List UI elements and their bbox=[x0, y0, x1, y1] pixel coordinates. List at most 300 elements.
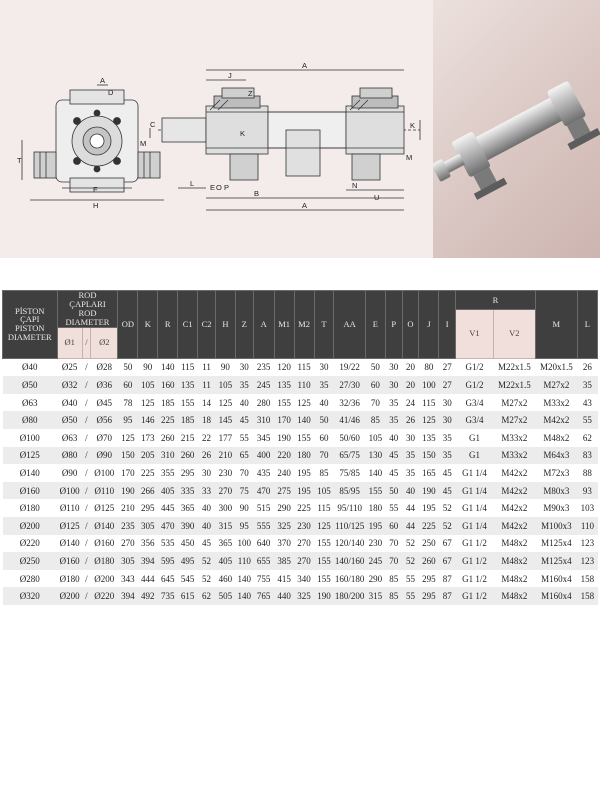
cell-v2: M27x2 bbox=[493, 411, 535, 429]
cell-rod-d2: Ø90 bbox=[91, 447, 118, 465]
cell-r: 735 bbox=[158, 587, 178, 605]
cell-p: 35 bbox=[385, 411, 402, 429]
cell-r: 225 bbox=[158, 411, 178, 429]
cell-m: M125x4 bbox=[535, 535, 577, 553]
cell-aa: 50/60 bbox=[334, 429, 365, 447]
cell-od: 95 bbox=[118, 411, 138, 429]
cell-a: 470 bbox=[253, 482, 274, 500]
cell-v1: G1 1/4 bbox=[456, 464, 494, 482]
cell-a: 310 bbox=[253, 411, 274, 429]
cell-od: 150 bbox=[118, 447, 138, 465]
side-label: N bbox=[352, 181, 358, 190]
cell-i: 87 bbox=[439, 587, 456, 605]
cell-v2: M42x2 bbox=[493, 499, 535, 517]
cell-c1: 185 bbox=[178, 411, 198, 429]
header-m: M bbox=[535, 291, 577, 359]
cell-m: M125x4 bbox=[535, 552, 577, 570]
cell-rod-d1: Ø110 bbox=[57, 499, 82, 517]
cell-e: 130 bbox=[365, 447, 385, 465]
cell-o: 20 bbox=[402, 358, 419, 376]
cell-v2: M33x2 bbox=[493, 447, 535, 465]
cell-a: 640 bbox=[253, 535, 274, 553]
cell-aa: 32/36 bbox=[334, 394, 365, 412]
cell-l: 110 bbox=[577, 517, 597, 535]
cell-od: 170 bbox=[118, 464, 138, 482]
cell-piston: Ø200 bbox=[3, 517, 58, 535]
cell-c1: 495 bbox=[178, 552, 198, 570]
cell-m2: 155 bbox=[294, 429, 314, 447]
cell-a: 515 bbox=[253, 499, 274, 517]
cell-j: 190 bbox=[419, 482, 439, 500]
cell-aa: 27/30 bbox=[334, 376, 365, 394]
cell-rod-d1: Ø160 bbox=[57, 552, 82, 570]
cell-h: 270 bbox=[215, 482, 235, 500]
spec-table-body bbox=[3, 358, 598, 605]
cell-i: 52 bbox=[439, 499, 456, 517]
cell-t: 105 bbox=[314, 482, 334, 500]
cell-v1: G3/4 bbox=[456, 411, 494, 429]
cell-k: 173 bbox=[138, 429, 158, 447]
cell-o: 55 bbox=[402, 570, 419, 588]
cell-e: 60 bbox=[365, 376, 385, 394]
cell-rod-d2: Ø125 bbox=[91, 499, 118, 517]
cell-rod-slash: / bbox=[82, 552, 90, 570]
cell-r: 160 bbox=[158, 376, 178, 394]
header-i: I bbox=[439, 291, 456, 359]
cell-piston: Ø80 bbox=[3, 411, 58, 429]
cell-m1: 290 bbox=[274, 499, 294, 517]
cell-l: 123 bbox=[577, 552, 597, 570]
cell-e: 140 bbox=[365, 464, 385, 482]
table-row bbox=[3, 429, 598, 447]
cell-l: 158 bbox=[577, 587, 597, 605]
side-label: P bbox=[224, 183, 230, 192]
cell-v2: M22x1.5 bbox=[493, 358, 535, 376]
cell-m2: 195 bbox=[294, 464, 314, 482]
cell-i: 45 bbox=[439, 482, 456, 500]
cell-k: 125 bbox=[138, 394, 158, 412]
cell-m2: 125 bbox=[294, 394, 314, 412]
header-p: P bbox=[385, 291, 402, 359]
front-label: T bbox=[17, 156, 22, 165]
cell-h: 125 bbox=[215, 394, 235, 412]
cell-v1: G3/4 bbox=[456, 394, 494, 412]
cell-rod-d2: Ø160 bbox=[91, 535, 118, 553]
cell-p: 85 bbox=[385, 587, 402, 605]
cell-c2: 26 bbox=[198, 447, 216, 465]
cell-e: 155 bbox=[365, 482, 385, 500]
cell-rod-slash: / bbox=[82, 376, 90, 394]
cell-m1: 370 bbox=[274, 535, 294, 553]
cell-j: 295 bbox=[419, 570, 439, 588]
cell-a: 655 bbox=[253, 552, 274, 570]
cell-od: 60 bbox=[118, 376, 138, 394]
cell-m: M72x3 bbox=[535, 464, 577, 482]
cell-p: 40 bbox=[385, 429, 402, 447]
side-label: Z bbox=[248, 89, 253, 98]
cell-k: 492 bbox=[138, 587, 158, 605]
cell-aa: 95/110 bbox=[334, 499, 365, 517]
cell-t: 30 bbox=[314, 358, 334, 376]
cell-t: 50 bbox=[314, 411, 334, 429]
header-l: L bbox=[577, 291, 597, 359]
cell-v1: G1 1/2 bbox=[456, 535, 494, 553]
cell-i: 87 bbox=[439, 570, 456, 588]
cell-j: 250 bbox=[419, 535, 439, 553]
cell-j: 165 bbox=[419, 464, 439, 482]
cell-l: 103 bbox=[577, 499, 597, 517]
cell-h: 315 bbox=[215, 517, 235, 535]
cell-v1: G1/2 bbox=[456, 376, 494, 394]
cell-m2: 270 bbox=[294, 535, 314, 553]
cell-h: 177 bbox=[215, 429, 235, 447]
cell-m2: 340 bbox=[294, 570, 314, 588]
cell-m1: 220 bbox=[274, 447, 294, 465]
cell-k: 266 bbox=[138, 482, 158, 500]
cell-o: 24 bbox=[402, 394, 419, 412]
cell-m: M160x4 bbox=[535, 587, 577, 605]
cell-r: 140 bbox=[158, 358, 178, 376]
cell-piston: Ø125 bbox=[3, 447, 58, 465]
header-a: A bbox=[253, 291, 274, 359]
cell-od: 270 bbox=[118, 535, 138, 553]
header-od: OD bbox=[118, 291, 138, 359]
cell-rod-d2: Ø100 bbox=[91, 464, 118, 482]
table-row bbox=[3, 464, 598, 482]
cell-c1: 135 bbox=[178, 376, 198, 394]
cell-rod-slash: / bbox=[82, 482, 90, 500]
cell-rod-slash: / bbox=[82, 535, 90, 553]
cell-m: M90x3 bbox=[535, 499, 577, 517]
cell-rod-d1: Ø125 bbox=[57, 517, 82, 535]
cell-a: 235 bbox=[253, 358, 274, 376]
cell-z: 100 bbox=[235, 535, 253, 553]
cell-od: 210 bbox=[118, 499, 138, 517]
side-label: B bbox=[254, 189, 260, 198]
cell-t: 155 bbox=[314, 552, 334, 570]
cell-p: 50 bbox=[385, 482, 402, 500]
cell-k: 305 bbox=[138, 517, 158, 535]
drawing-svg bbox=[0, 0, 433, 258]
cell-e: 105 bbox=[365, 429, 385, 447]
cell-piston: Ø40 bbox=[3, 358, 58, 376]
cell-m1: 325 bbox=[274, 517, 294, 535]
cell-aa: 85/95 bbox=[334, 482, 365, 500]
cell-i: 52 bbox=[439, 517, 456, 535]
cell-e: 290 bbox=[365, 570, 385, 588]
cell-p: 35 bbox=[385, 394, 402, 412]
header-m2: M2 bbox=[294, 291, 314, 359]
cell-r: 355 bbox=[158, 464, 178, 482]
cell-j: 115 bbox=[419, 394, 439, 412]
cell-l: 62 bbox=[577, 429, 597, 447]
side-label: A bbox=[302, 61, 308, 70]
cell-c1: 260 bbox=[178, 447, 198, 465]
header-j: J bbox=[419, 291, 439, 359]
side-label: A bbox=[302, 201, 308, 210]
cell-m1: 155 bbox=[274, 394, 294, 412]
cell-v2: M33x2 bbox=[493, 429, 535, 447]
cell-rod-d1: Ø180 bbox=[57, 570, 82, 588]
cell-j: 100 bbox=[419, 376, 439, 394]
cell-aa: 65/75 bbox=[334, 447, 365, 465]
cell-h: 460 bbox=[215, 570, 235, 588]
table-row bbox=[3, 570, 598, 588]
side-label: O bbox=[216, 183, 222, 192]
cell-od: 125 bbox=[118, 429, 138, 447]
cell-c2: 45 bbox=[198, 535, 216, 553]
cell-z: 110 bbox=[235, 552, 253, 570]
cell-aa: 75/85 bbox=[334, 464, 365, 482]
cell-o: 35 bbox=[402, 447, 419, 465]
cylinder-photo bbox=[433, 0, 600, 258]
cell-aa: 180/200 bbox=[334, 587, 365, 605]
cell-c2: 18 bbox=[198, 411, 216, 429]
cell-o: 30 bbox=[402, 429, 419, 447]
cell-m: M100x3 bbox=[535, 517, 577, 535]
table-row bbox=[3, 447, 598, 465]
cell-k: 205 bbox=[138, 447, 158, 465]
cylinder-illustration bbox=[433, 0, 600, 258]
cell-o: 52 bbox=[402, 535, 419, 553]
cell-m1: 385 bbox=[274, 552, 294, 570]
cell-aa: 140/160 bbox=[334, 552, 365, 570]
header-o: O bbox=[402, 291, 419, 359]
cell-v2: M48x2 bbox=[493, 587, 535, 605]
cell-rod-slash: / bbox=[82, 411, 90, 429]
cell-c1: 295 bbox=[178, 464, 198, 482]
cell-j: 260 bbox=[419, 552, 439, 570]
header-z: Z bbox=[235, 291, 253, 359]
cell-k: 146 bbox=[138, 411, 158, 429]
cell-od: 190 bbox=[118, 482, 138, 500]
cell-m: M48x2 bbox=[535, 429, 577, 447]
cell-j: 125 bbox=[419, 411, 439, 429]
cell-v1: G1 1/2 bbox=[456, 552, 494, 570]
cell-m1: 190 bbox=[274, 429, 294, 447]
cell-a: 435 bbox=[253, 464, 274, 482]
cell-piston: Ø320 bbox=[3, 587, 58, 605]
side-label: M bbox=[406, 153, 413, 162]
cell-v1: G1 1/4 bbox=[456, 482, 494, 500]
cell-rod-d1: Ø90 bbox=[57, 464, 82, 482]
front-label: C bbox=[150, 120, 156, 129]
cell-k: 444 bbox=[138, 570, 158, 588]
cell-m1: 135 bbox=[274, 376, 294, 394]
cell-rod-slash: / bbox=[82, 464, 90, 482]
cell-k: 394 bbox=[138, 552, 158, 570]
side-label: K bbox=[410, 121, 416, 130]
cell-z: 140 bbox=[235, 587, 253, 605]
cell-i: 45 bbox=[439, 464, 456, 482]
cell-r: 645 bbox=[158, 570, 178, 588]
cell-l: 26 bbox=[577, 358, 597, 376]
cell-c1: 365 bbox=[178, 499, 198, 517]
cell-rod-d1: Ø140 bbox=[57, 535, 82, 553]
cell-c2: 62 bbox=[198, 587, 216, 605]
cell-aa: 19/22 bbox=[334, 358, 365, 376]
cell-m2: 325 bbox=[294, 587, 314, 605]
cell-piston: Ø140 bbox=[3, 464, 58, 482]
cell-a: 400 bbox=[253, 447, 274, 465]
cell-m2: 110 bbox=[294, 376, 314, 394]
cell-c2: 22 bbox=[198, 429, 216, 447]
cell-piston: Ø100 bbox=[3, 429, 58, 447]
cell-m: M64x3 bbox=[535, 447, 577, 465]
cell-c2: 52 bbox=[198, 570, 216, 588]
cell-rod-d2: Ø45 bbox=[91, 394, 118, 412]
cell-p: 45 bbox=[385, 464, 402, 482]
header-rod-diameter: ROD ÇAPLARI ROD DIAMETER bbox=[57, 291, 118, 328]
cell-piston: Ø63 bbox=[3, 394, 58, 412]
cell-h: 365 bbox=[215, 535, 235, 553]
cell-c2: 14 bbox=[198, 394, 216, 412]
cell-l: 93 bbox=[577, 482, 597, 500]
cell-o: 44 bbox=[402, 499, 419, 517]
cell-e: 315 bbox=[365, 587, 385, 605]
technical-drawing bbox=[0, 0, 433, 258]
cell-t: 155 bbox=[314, 570, 334, 588]
cell-j: 150 bbox=[419, 447, 439, 465]
cell-m1: 440 bbox=[274, 587, 294, 605]
side-label: E bbox=[210, 183, 216, 192]
cell-l: 158 bbox=[577, 570, 597, 588]
cell-m: M160x4 bbox=[535, 570, 577, 588]
cell-aa: 41/46 bbox=[334, 411, 365, 429]
header-c2: C2 bbox=[198, 291, 216, 359]
cell-i: 35 bbox=[439, 429, 456, 447]
cell-a: 755 bbox=[253, 570, 274, 588]
cell-v2: M27x2 bbox=[493, 394, 535, 412]
cell-c1: 335 bbox=[178, 482, 198, 500]
cell-a: 345 bbox=[253, 429, 274, 447]
cell-o: 55 bbox=[402, 587, 419, 605]
cell-rod-d1: Ø63 bbox=[57, 429, 82, 447]
cell-j: 225 bbox=[419, 517, 439, 535]
cell-rod-slash: / bbox=[82, 570, 90, 588]
cell-e: 195 bbox=[365, 517, 385, 535]
header-r-group: R bbox=[456, 291, 536, 310]
table-row bbox=[3, 517, 598, 535]
header-rod-d1: Ø1 bbox=[57, 327, 82, 358]
header-c1: C1 bbox=[178, 291, 198, 359]
table-row bbox=[3, 482, 598, 500]
cell-r: 470 bbox=[158, 517, 178, 535]
cell-h: 105 bbox=[215, 376, 235, 394]
spec-table-wrapper bbox=[2, 290, 598, 605]
cell-t: 35 bbox=[314, 376, 334, 394]
cell-z: 35 bbox=[235, 376, 253, 394]
cell-e: 50 bbox=[365, 358, 385, 376]
table-row bbox=[3, 499, 598, 517]
side-label: K bbox=[240, 129, 246, 138]
cell-i: 67 bbox=[439, 535, 456, 553]
table-row bbox=[3, 376, 598, 394]
side-label: L bbox=[190, 179, 195, 188]
cell-o: 52 bbox=[402, 552, 419, 570]
cell-rod-slash: / bbox=[82, 394, 90, 412]
cell-v2: M48x2 bbox=[493, 535, 535, 553]
cell-k: 105 bbox=[138, 376, 158, 394]
cell-v1: G1/2 bbox=[456, 358, 494, 376]
cell-od: 305 bbox=[118, 552, 138, 570]
table-row bbox=[3, 358, 598, 376]
cell-o: 20 bbox=[402, 376, 419, 394]
cell-rod-d1: Ø50 bbox=[57, 411, 82, 429]
cell-v1: G1 1/4 bbox=[456, 517, 494, 535]
cell-e: 180 bbox=[365, 499, 385, 517]
cell-m: M42x2 bbox=[535, 411, 577, 429]
cell-v1: G1 bbox=[456, 429, 494, 447]
front-label: D bbox=[108, 88, 114, 97]
cell-l: 55 bbox=[577, 411, 597, 429]
cell-c1: 215 bbox=[178, 429, 198, 447]
cell-k: 225 bbox=[138, 464, 158, 482]
cell-v1: G1 bbox=[456, 447, 494, 465]
cell-piston: Ø280 bbox=[3, 570, 58, 588]
cell-r: 405 bbox=[158, 482, 178, 500]
header-v2: V2 bbox=[493, 310, 535, 359]
cell-m: M27x2 bbox=[535, 376, 577, 394]
cell-r: 310 bbox=[158, 447, 178, 465]
cell-c2: 11 bbox=[198, 376, 216, 394]
cell-z: 40 bbox=[235, 394, 253, 412]
cell-r: 445 bbox=[158, 499, 178, 517]
cell-l: 88 bbox=[577, 464, 597, 482]
cell-aa: 120/140 bbox=[334, 535, 365, 553]
cell-t: 155 bbox=[314, 535, 334, 553]
side-label: J bbox=[228, 71, 232, 80]
cell-rod-d1: Ø32 bbox=[57, 376, 82, 394]
cell-p: 30 bbox=[385, 358, 402, 376]
cell-p: 55 bbox=[385, 499, 402, 517]
cell-c2: 11 bbox=[198, 358, 216, 376]
cell-z: 70 bbox=[235, 464, 253, 482]
cell-c1: 115 bbox=[178, 358, 198, 376]
table-row bbox=[3, 535, 598, 553]
cell-k: 295 bbox=[138, 499, 158, 517]
cell-m2: 225 bbox=[294, 499, 314, 517]
cell-a: 280 bbox=[253, 394, 274, 412]
cell-rod-slash: / bbox=[82, 358, 90, 376]
table-row bbox=[3, 587, 598, 605]
cell-z: 90 bbox=[235, 499, 253, 517]
cell-rod-d2: Ø140 bbox=[91, 517, 118, 535]
header-h: H bbox=[215, 291, 235, 359]
cell-t: 60 bbox=[314, 429, 334, 447]
cell-o: 40 bbox=[402, 482, 419, 500]
cell-c2: 33 bbox=[198, 482, 216, 500]
cell-m2: 270 bbox=[294, 552, 314, 570]
cell-h: 230 bbox=[215, 464, 235, 482]
cell-rod-d1: Ø25 bbox=[57, 358, 82, 376]
cell-m2: 195 bbox=[294, 482, 314, 500]
cell-v2: M42x2 bbox=[493, 464, 535, 482]
cell-c1: 390 bbox=[178, 517, 198, 535]
cell-m2: 115 bbox=[294, 358, 314, 376]
cell-l: 43 bbox=[577, 394, 597, 412]
cell-e: 70 bbox=[365, 394, 385, 412]
cell-rod-d2: Ø110 bbox=[91, 482, 118, 500]
cell-e: 245 bbox=[365, 552, 385, 570]
cell-h: 90 bbox=[215, 358, 235, 376]
cell-od: 343 bbox=[118, 570, 138, 588]
cell-j: 295 bbox=[419, 587, 439, 605]
cell-v2: M42x2 bbox=[493, 482, 535, 500]
cell-rod-d2: Ø56 bbox=[91, 411, 118, 429]
cell-o: 26 bbox=[402, 411, 419, 429]
table-row bbox=[3, 411, 598, 429]
